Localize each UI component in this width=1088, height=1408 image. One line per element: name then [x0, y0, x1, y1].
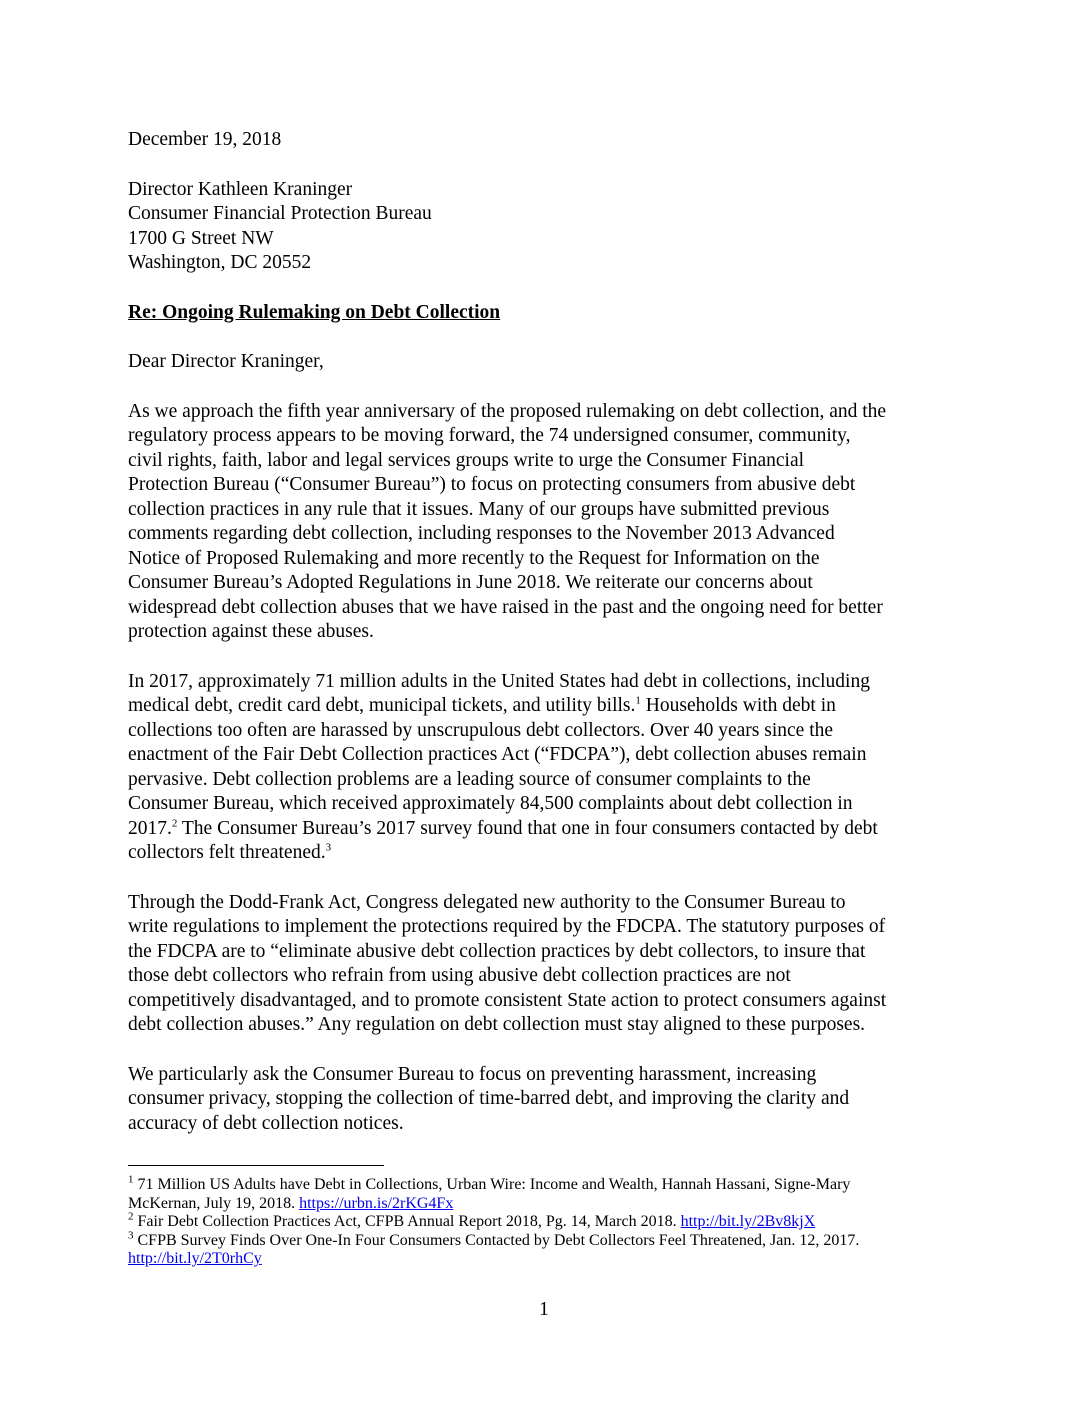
footnote-link[interactable]: http://bit.ly/2Bv8kjX — [680, 1213, 816, 1230]
letter-body — [128, 128, 960, 1136]
paragraph-line — [128, 841, 960, 866]
paragraph-line: Protection Bureau (“Consumer Bureau”) to focus on protecting consumers from abusive debt — [128, 474, 856, 495]
paragraph-line: the FDCPA are to “eliminate abusive debt collection practices by debt collectors, to insure that — [128, 940, 866, 962]
paragraph-requests — [128, 1063, 960, 1137]
paragraph-line — [128, 694, 960, 719]
footnote-text: McKernan, July 19, 2018. — [128, 1194, 300, 1212]
paragraph-intro — [128, 400, 960, 645]
recipient-name: Director Kathleen Kraninger — [128, 178, 353, 200]
footnote-line — [128, 1210, 968, 1232]
paragraph-line: enactment of the Fair Debt Collection practices Act (“FDCPA”), debt collection abuses remain — [128, 744, 867, 765]
paragraph-line — [128, 817, 960, 842]
paragraph-line: civil rights, faith, labor and legal services groups write to urge the Consumer Financial — [128, 449, 805, 471]
paragraph-line: write regulations to implement the protections required by the FDCPA. The statutory purposes of — [128, 916, 886, 937]
paragraph-line: debt collection abuses.” Any regulation on debt collection must stay aligned to these purposes. — [128, 1014, 866, 1035]
paragraph-line: In 2017, approximately 71 million adults in the United States had debt in collections, including — [128, 670, 870, 692]
footnote-line — [128, 1195, 968, 1214]
footnote-link[interactable]: http://bit.ly/2T0rhCy — [128, 1250, 262, 1267]
footnote-link[interactable]: https://urbn.is/2rKG4Fx — [299, 1194, 454, 1212]
recipient-city: Washington, DC 20552 — [128, 252, 312, 273]
footnote-2 — [128, 1210, 968, 1232]
paragraph-text: Households with debt in — [640, 695, 836, 716]
recipient-address — [128, 178, 960, 276]
footnote-text: CFPB Survey Finds Over One-In Four Consumers Contacted by Debt Collectors Feel Threatened, Jan. 12, 2017. — [133, 1231, 860, 1249]
subject-line: Re: Ongoing Rulemaking on Debt Collection — [128, 301, 501, 323]
paragraph-line: We particularly ask the Consumer Bureau to focus on preventing harassment, increasing — [128, 1063, 817, 1085]
footnote-line — [128, 1173, 968, 1195]
paragraph-line: Through the Dodd-Frank Act, Congress delegated new authority to the Consumer Bureau to — [128, 891, 846, 913]
paragraph-line: regulatory process appears to be moving forward, the 74 undersigned consumer, community, — [128, 425, 851, 446]
paragraph-line: comments regarding debt collection, including responses to the November 2013 Advanced — [128, 523, 835, 544]
paragraph-line: accuracy of debt collection notices. — [128, 1112, 404, 1134]
paragraph-text: The Consumer Bureau’s 2017 survey found that one in four consumers contacted by debt — [177, 817, 878, 839]
letter-date: December 19, 2018 — [128, 129, 282, 150]
footnote-ref-1[interactable]: 1 — [635, 694, 641, 707]
paragraph-line: Consumer Bureau, which received approximately 84,500 complaints about debt collection in — [128, 793, 853, 814]
paragraph-line: those debt collectors who refrain from using abusive debt collection practices are not — [128, 965, 791, 986]
footnote-number: 2 — [128, 1210, 134, 1223]
footnote-3 — [128, 1229, 968, 1269]
footnote-number: 3 — [128, 1229, 134, 1242]
footnote-text: Fair Debt Collection Practices Act, CFPB Annual Report 2018, Pg. 14, March 2018. — [133, 1213, 681, 1230]
paragraph-line: pervasive. Debt collection problems are a leading source of consumer complaints to the — [128, 768, 811, 790]
footnote-divider — [128, 1165, 384, 1166]
footnotes — [128, 1173, 968, 1269]
paragraph-line: Notice of Proposed Rulemaking and more recently to the Request for Information on the — [128, 547, 820, 569]
page-number: 1 — [539, 1299, 549, 1320]
footnote-line — [128, 1250, 968, 1269]
paragraph-text: collectors felt threatened. — [128, 842, 326, 863]
footnote-ref-2[interactable]: 2 — [171, 817, 178, 829]
footnote-line — [128, 1229, 968, 1251]
paragraph-text: medical debt, credit card debt, municipal tickets, and utility bills. — [128, 695, 636, 716]
paragraph-line: collection practices in any rule that it issues. Many of our groups have submitted previous — [128, 498, 830, 520]
footnote-number: 1 — [128, 1173, 134, 1186]
footnote-text: 71 Million US Adults have Debt in Collections, Urban Wire: Income and Wealth, Hannah Hassani, Signe-Mary — [133, 1176, 851, 1193]
paragraph-dodd-frank — [128, 891, 960, 1038]
paragraph-line: protection against these abuses. — [128, 621, 374, 642]
recipient-street: 1700 G Street NW — [128, 227, 274, 249]
salutation: Dear Director Kraninger, — [128, 351, 324, 372]
paragraph-line: widespread debt collection abuses that we have raised in the past and the ongoing need for better — [128, 596, 883, 618]
paragraph-line: collections too often are harassed by unscrupulous debt collectors. Over 40 years since the — [128, 719, 834, 741]
paragraph-line: competitively disadvantaged, and to promote consistent State action to protect consumers against — [128, 989, 887, 1011]
paragraph-line: consumer privacy, stopping the collection of time-barred debt, and improving the clarity and — [128, 1088, 850, 1109]
recipient-organization: Consumer Financial Protection Bureau — [128, 203, 432, 224]
paragraph-line: As we approach the fifth year anniversary of the proposed rulemaking on debt collection, and the — [128, 400, 887, 422]
footnote-1 — [128, 1173, 968, 1213]
paragraph-line: Consumer Bureau’s Adopted Regulations in June 2018. We reiterate our concerns about — [128, 572, 813, 593]
paragraph-statistics — [128, 670, 960, 866]
paragraph-text: 2017. — [128, 817, 172, 839]
footnote-ref-3[interactable]: 3 — [325, 841, 332, 854]
